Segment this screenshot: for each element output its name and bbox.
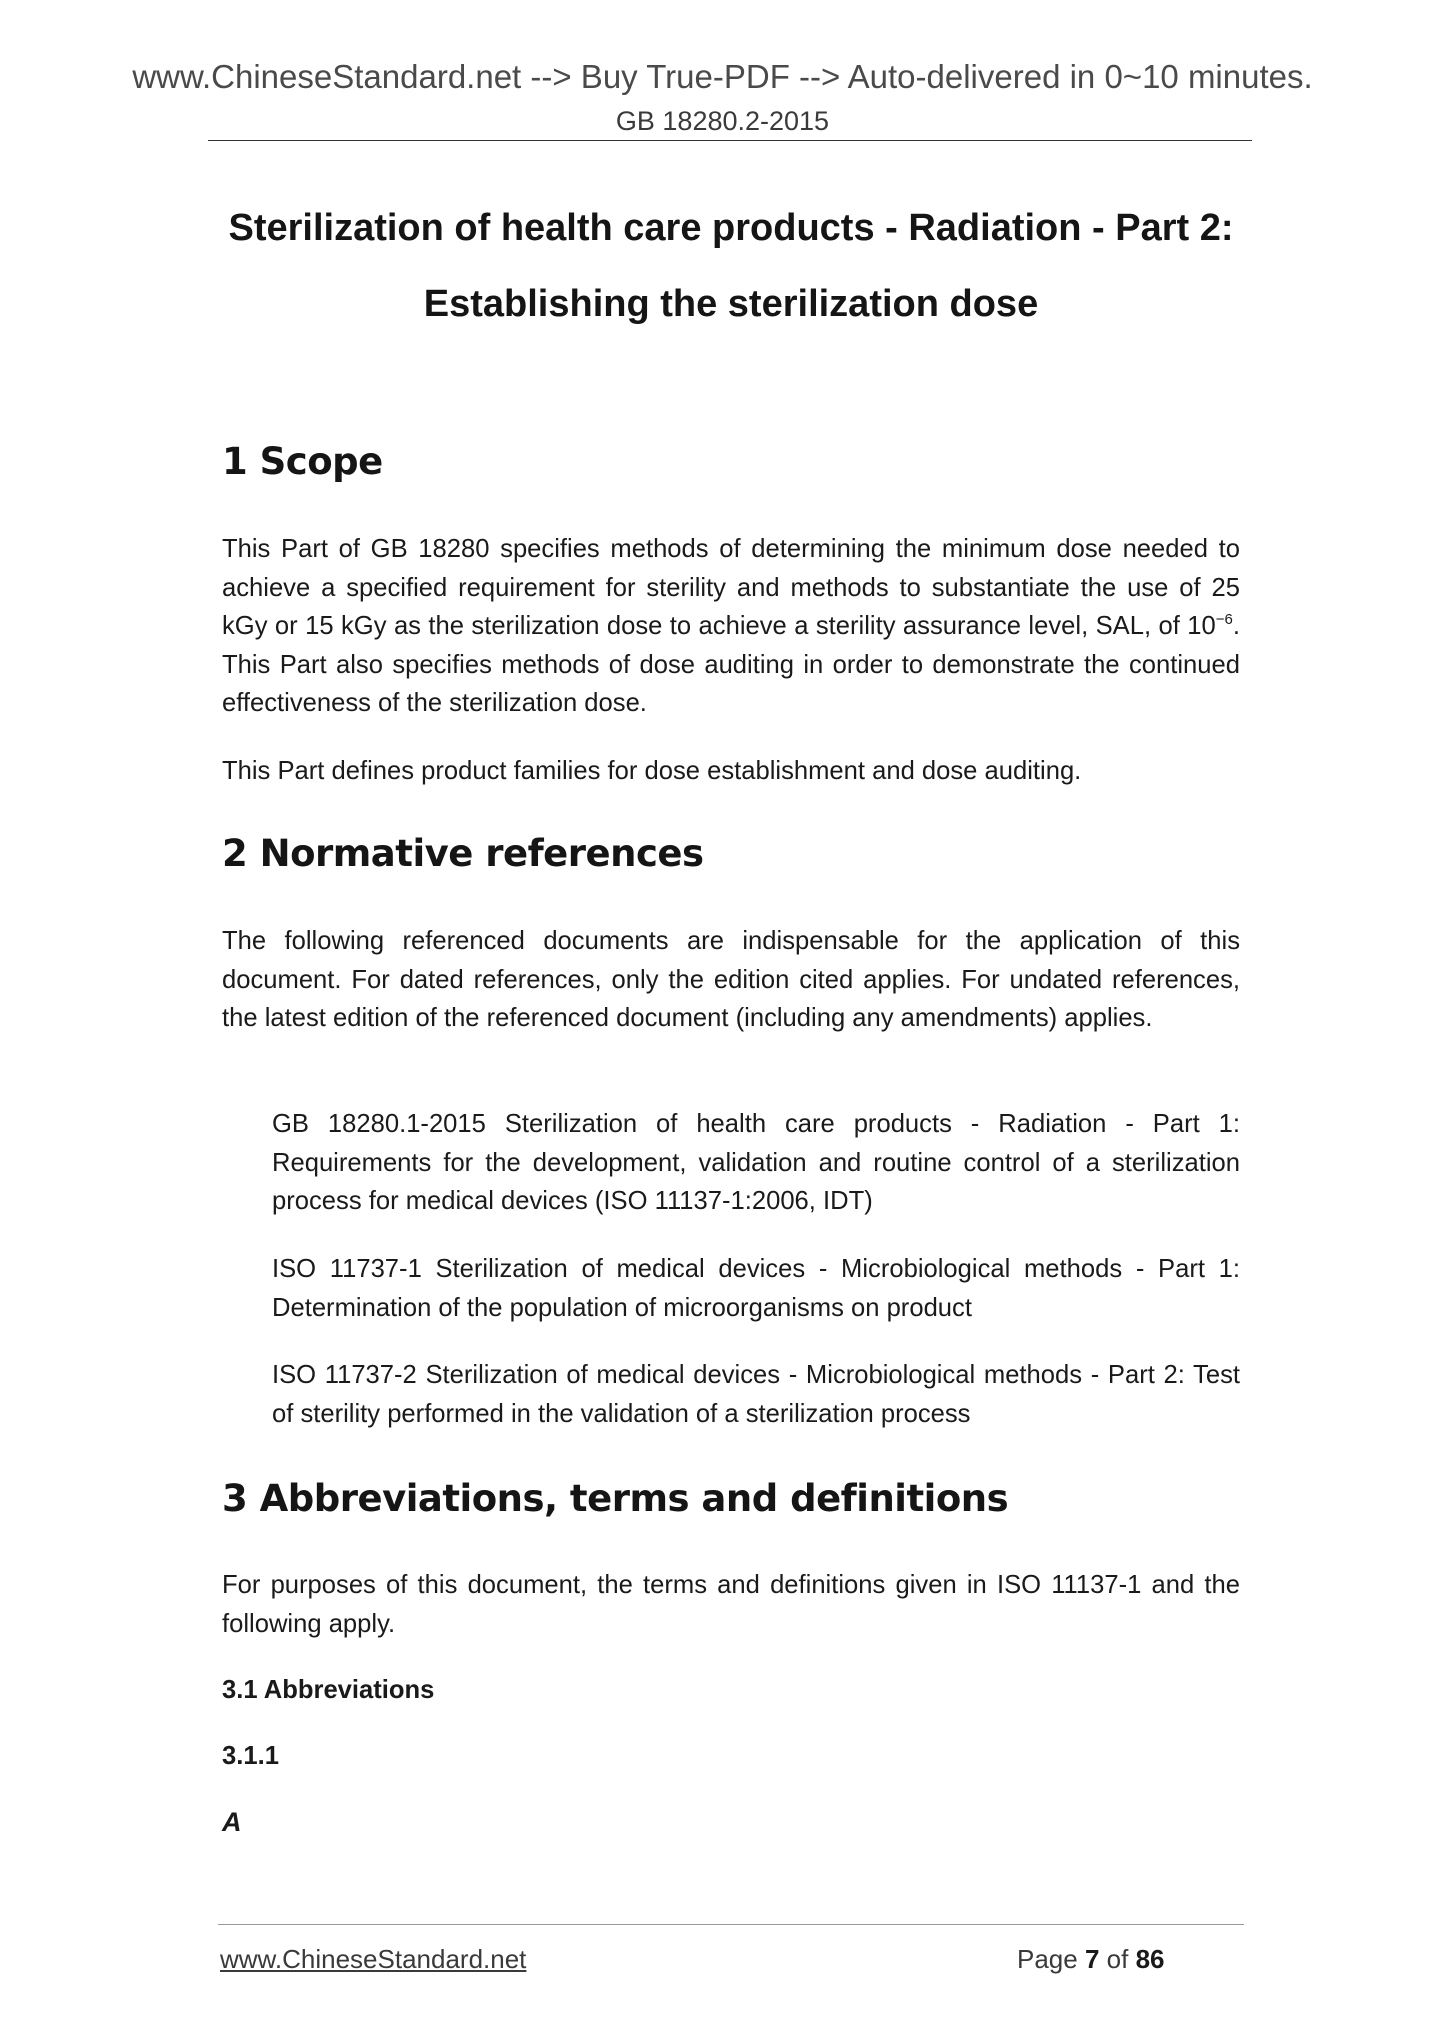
- header-divider: [208, 140, 1252, 141]
- footer-page-number: [1017, 1944, 1165, 1975]
- document-title-line-2: Establishing the sterilization dose: [423, 283, 1039, 325]
- footer-site-link[interactable]: www.ChineseStandard.net: [220, 1944, 527, 1974]
- document-title-line-1: Sterilization of health care products - Radiation - Part 2:: [228, 207, 1234, 249]
- scope-paragraph-1: [222, 530, 1240, 723]
- section-heading-normative-references: 2 Normative references: [222, 832, 704, 875]
- page-current: 7: [1084, 1944, 1100, 1974]
- page-prefix: Page: [1017, 1944, 1078, 1974]
- scope-paragraph-2: This Part defines product families for dose establishment and dose auditing.: [222, 757, 1082, 785]
- page-total: 86: [1135, 1944, 1165, 1974]
- footer-divider: [218, 1924, 1244, 1925]
- subsection-heading-abbreviations: 3.1 Abbreviations: [222, 1676, 435, 1704]
- scope-paragraph-1-continuation: . This Part also specifies methods of dose auditing in order to demonstrate the continued effectiveness of the sterilization dose.: [222, 612, 1240, 717]
- section-heading-abbreviations: 3 Abbreviations, terms and definitions: [222, 1477, 1009, 1520]
- normative-reference-item: GB 18280.1-2015 Sterilization of health care products - Radiation - Part 1: Requirements for the development, validation and routine control of a sterilization process for medical devices (ISO 11137-1:2006, IDT): [272, 1110, 1240, 1215]
- scope-exponent: −6: [1215, 611, 1233, 628]
- normative-reference-item: ISO 11737-2 Sterilization of medical devices - Microbiological methods - Part 2: Test of sterility performed in the validation of a sterilization process: [272, 1361, 1240, 1428]
- document-title: [222, 190, 1240, 342]
- section-heading-scope: 1 Scope: [222, 440, 383, 483]
- header-site-link[interactable]: www.ChineseStandard.net --> Buy True-PDF --> Auto-delivered in 0~10 minutes.: [132, 58, 1313, 95]
- clause-number: 3.1.1: [222, 1742, 279, 1770]
- abbreviations-intro: For purposes of this document, the terms and definitions given in ISO 11137-1 and the following apply.: [222, 1571, 1240, 1638]
- header-standard-number: GB 18280.2-2015: [615, 106, 830, 136]
- normative-reference-item: ISO 11737-1 Sterilization of medical devices - Microbiological methods - Part 1: Determination of the population of microorganisms on product: [272, 1255, 1240, 1322]
- scope-paragraph-1-text: This Part of GB 18280 specifies methods of determining the minimum dose needed to achieve a specified requirement for sterility and methods to substantiate the use of 25 kGy or 15 kGy as the sterilization dose to achieve a sterility assurance level, SAL, of 10: [222, 535, 1240, 640]
- normative-intro: The following referenced documents are indispensable for the application of this document. For dated references, only the edition cited applies. For undated references, the latest edition of the referenced document (including any amendments) applies.: [222, 927, 1240, 1032]
- abbreviation-term: A: [222, 1807, 242, 1837]
- page-of: of: [1106, 1944, 1129, 1974]
